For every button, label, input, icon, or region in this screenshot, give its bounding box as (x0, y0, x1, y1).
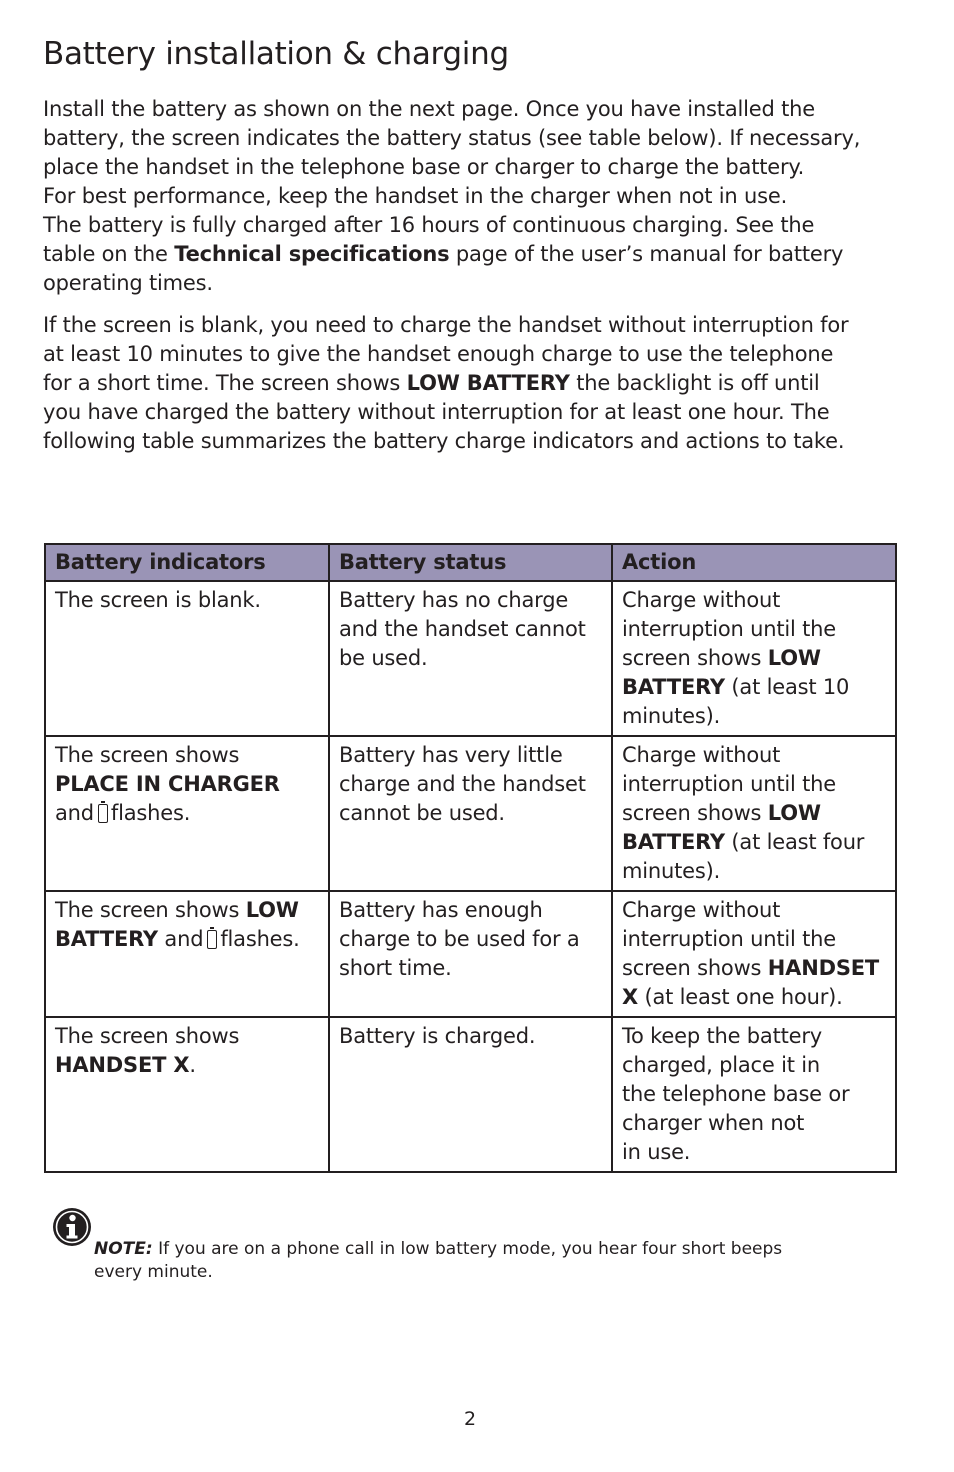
cell-line (622, 673, 887, 702)
cell-line (622, 799, 887, 828)
text-line: following table summarizes the battery charge indicators and actions to take. (43, 429, 845, 453)
action-cell (612, 891, 896, 1017)
cell-line (55, 1051, 320, 1080)
text-line: battery, the screen indicates the battery status (see table below). If necessary, (43, 126, 861, 150)
table-row (45, 736, 896, 891)
info-icon (52, 1207, 92, 1247)
status-cell (329, 1017, 612, 1172)
note (94, 1238, 854, 1284)
text-segment: table on the (43, 242, 175, 266)
table-row (45, 1017, 896, 1172)
cell-line: The screen shows (55, 743, 240, 767)
cell-line: interruption until the (622, 927, 836, 951)
text-segment: the backlight is off until (569, 371, 820, 395)
status-cell (329, 581, 612, 736)
battery-icon (207, 930, 217, 949)
cell-line (622, 954, 887, 983)
low-battery-term: LOW BATTERY (406, 371, 570, 395)
text-segment: . (189, 1053, 196, 1077)
bold-term: HANDSET (767, 956, 880, 980)
bold-term: BATTERY (622, 830, 725, 854)
text-segment: (at least four (724, 830, 865, 854)
cell-line: Charge without (622, 898, 781, 922)
text-line: If the screen is blank, you need to charge the handset without interruption for (43, 313, 849, 337)
text-line: The battery is fully charged after 16 hours of continuous charging. See the (43, 213, 815, 237)
cell-line (55, 925, 320, 954)
text-segment: (at least 10 (724, 675, 850, 699)
note-text: If you are on a phone call in low battery mode, you hear four short beeps (152, 1239, 783, 1259)
note-line (94, 1238, 854, 1261)
cell-line: interruption until the (622, 772, 836, 796)
indicator-cell (45, 1017, 329, 1172)
note-label: NOTE: (94, 1239, 153, 1259)
text-segment: flashes. (110, 801, 191, 825)
cell-line: and the handset cannot (339, 617, 586, 641)
cell-line: charge and the handset (339, 772, 586, 796)
cell-line: interruption until the (622, 617, 836, 641)
header-action: Action (612, 544, 896, 581)
text-line: For best performance, keep the handset in the charger when not in use. (43, 184, 788, 208)
text-line: at least 10 minutes to give the handset enough charge to use the telephone (43, 342, 834, 366)
text-line: place the handset in the telephone base or charger to charge the battery. (43, 155, 805, 179)
bold-term: BATTERY (622, 675, 725, 699)
text-line (43, 369, 923, 398)
bold-term: X (622, 985, 638, 1009)
indicator-cell (45, 891, 329, 1017)
battery-indicators-table (44, 543, 897, 1173)
page-number: 2 (463, 1408, 477, 1430)
cell-line: charged, place it in (622, 1053, 820, 1077)
page-title: Battery installation & charging (43, 36, 509, 72)
cell-line: Battery has very little (339, 743, 563, 767)
text-segment: screen shows (622, 801, 768, 825)
text-segment: for a short time. The screen shows (43, 371, 407, 395)
cell-line (55, 896, 320, 925)
cell-line: Battery has enough (339, 898, 543, 922)
table-row (45, 581, 896, 736)
cell-line (622, 828, 887, 857)
cell-line: The screen is blank. (55, 588, 261, 612)
text-segment: (at least one hour). (638, 985, 843, 1009)
cell-line: Battery is charged. (339, 1024, 536, 1048)
cell-line: To keep the battery (622, 1024, 823, 1048)
bold-term: PLACE IN CHARGER (55, 772, 280, 796)
cell-line: charge to be used for a (339, 927, 580, 951)
cell-line: Charge without (622, 588, 781, 612)
bold-term: LOW (767, 646, 821, 670)
table-row (45, 891, 896, 1017)
cell-line: minutes). (622, 859, 721, 883)
note-line: every minute. (94, 1262, 213, 1282)
text-segment: and (55, 801, 94, 825)
indicator-cell (45, 736, 329, 891)
cell-line: the telephone base or (622, 1082, 850, 1106)
text-segment: and (157, 927, 204, 951)
cell-line: be used. (339, 646, 428, 670)
text-segment: page of the user’s manual for battery (449, 242, 844, 266)
bold-term: BATTERY (55, 927, 158, 951)
tech-specs-reference: Technical specifications (174, 242, 450, 266)
cell-line (55, 770, 320, 799)
cell-line: Charge without (622, 743, 781, 767)
cell-line: charger when not (622, 1111, 805, 1135)
text-line: Install the battery as shown on the next page. Once you have installed the (43, 97, 815, 121)
text-segment: screen shows (622, 956, 768, 980)
intro-paragraph-1 (43, 95, 923, 298)
action-cell (612, 1017, 896, 1172)
intro-paragraph-2 (43, 311, 923, 456)
text-segment: flashes. (220, 927, 300, 951)
status-cell (329, 891, 612, 1017)
text-line (43, 240, 923, 269)
cell-line: Battery has no charge (339, 588, 569, 612)
cell-line: minutes). (622, 704, 721, 728)
action-cell (612, 581, 896, 736)
battery-icon (98, 804, 108, 823)
cell-line: cannot be used. (339, 801, 505, 825)
cell-line: short time. (339, 956, 452, 980)
cell-line (55, 799, 320, 828)
cell-line: in use. (622, 1140, 691, 1164)
cell-line (622, 644, 887, 673)
text-segment: screen shows (622, 646, 768, 670)
text-line: you have charged the battery without interruption for at least one hour. The (43, 400, 830, 424)
text-segment: The screen shows (55, 898, 246, 922)
bold-term: LOW (245, 898, 299, 922)
bold-term: LOW (767, 801, 821, 825)
indicator-cell (45, 581, 329, 736)
status-cell (329, 736, 612, 891)
cell-line (622, 983, 887, 1012)
table-header-row (45, 544, 896, 581)
cell-line: The screen shows (55, 1024, 240, 1048)
action-cell (612, 736, 896, 891)
text-line: operating times. (43, 271, 213, 295)
bold-term: HANDSET X (55, 1053, 190, 1077)
header-battery-indicators: Battery indicators (45, 544, 329, 581)
header-battery-status: Battery status (329, 544, 612, 581)
